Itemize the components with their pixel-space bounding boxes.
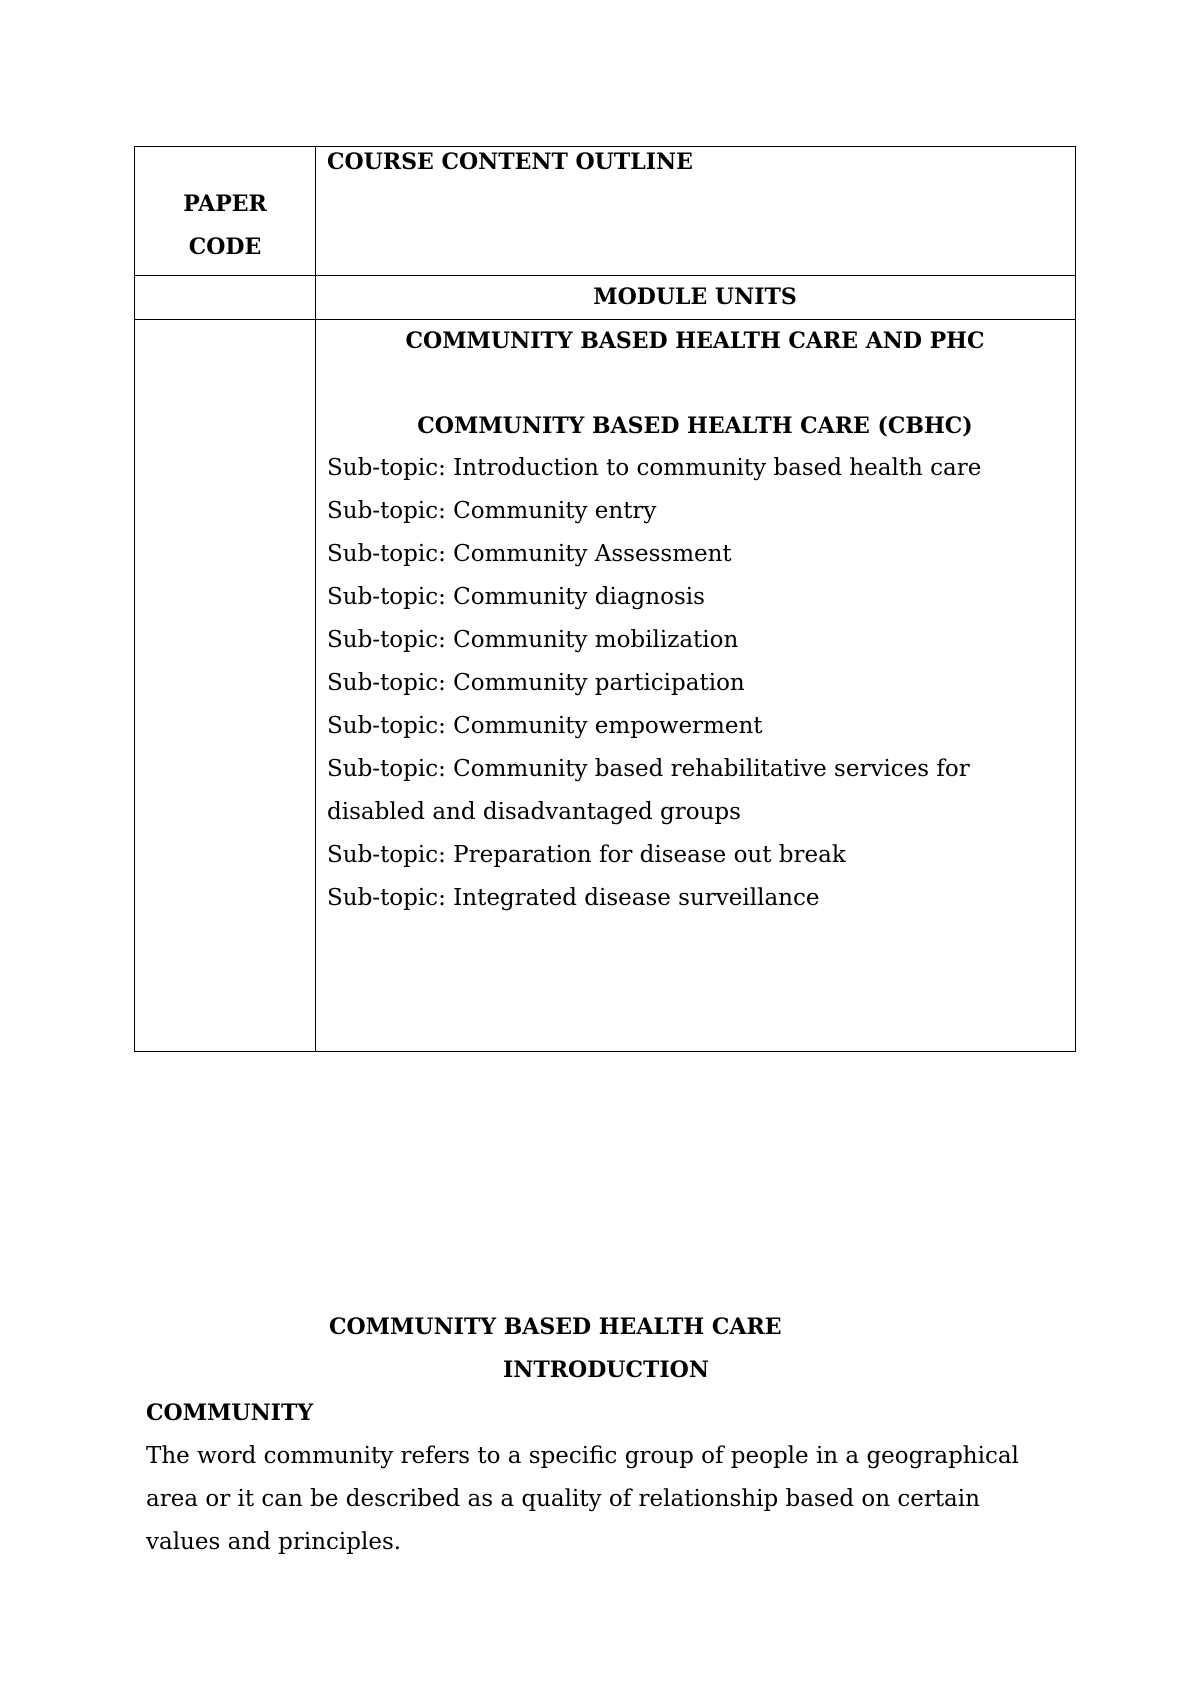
body-title: COMMUNITY BASED HEALTH CARE xyxy=(329,1314,782,1340)
paper-code-label-line1: PAPER xyxy=(183,191,267,217)
paragraph-line: The word community refers to a specific group of people in a geographical xyxy=(146,1443,1019,1469)
community-heading: COMMUNITY xyxy=(146,1400,314,1426)
module-title: COMMUNITY BASED HEALTH CARE AND PHC xyxy=(405,328,985,354)
course-outline-table xyxy=(134,146,1076,1052)
list-item: Sub-topic: Community mobilization xyxy=(327,627,739,653)
section-title: COMMUNITY BASED HEALTH CARE (CBHC) xyxy=(417,413,973,439)
list-item: Sub-topic: Community Assessment xyxy=(327,541,732,567)
paragraph-line: values and principles. xyxy=(146,1529,402,1555)
module-content-cell xyxy=(327,319,1055,920)
course-content-title: COURSE CONTENT OUTLINE xyxy=(327,149,693,175)
community-paragraph xyxy=(146,1435,1046,1564)
list-item: Sub-topic: Community diagnosis xyxy=(327,584,705,610)
list-item: disabled and disadvantaged groups xyxy=(327,799,741,825)
list-item: Sub-topic: Community based rehabilitative services for xyxy=(327,756,970,782)
list-item: Sub-topic: Community empowerment xyxy=(327,713,763,739)
subtopic-list xyxy=(327,447,1055,920)
list-item: Sub-topic: Preparation for disease out break xyxy=(327,842,846,868)
list-item: Sub-topic: Community participation xyxy=(327,670,745,696)
body-subtitle: INTRODUCTION xyxy=(503,1357,709,1383)
list-item: Sub-topic: Introduction to community based health care xyxy=(327,455,982,481)
module-units-header: MODULE UNITS xyxy=(593,284,797,310)
paper-code-header xyxy=(135,183,315,269)
list-item: Sub-topic: Community entry xyxy=(327,498,657,524)
paragraph-line: area or it can be described as a quality of relationship based on certain xyxy=(146,1486,980,1512)
list-item: Sub-topic: Integrated disease surveillance xyxy=(327,885,820,911)
paper-code-label-line2: CODE xyxy=(188,234,262,260)
